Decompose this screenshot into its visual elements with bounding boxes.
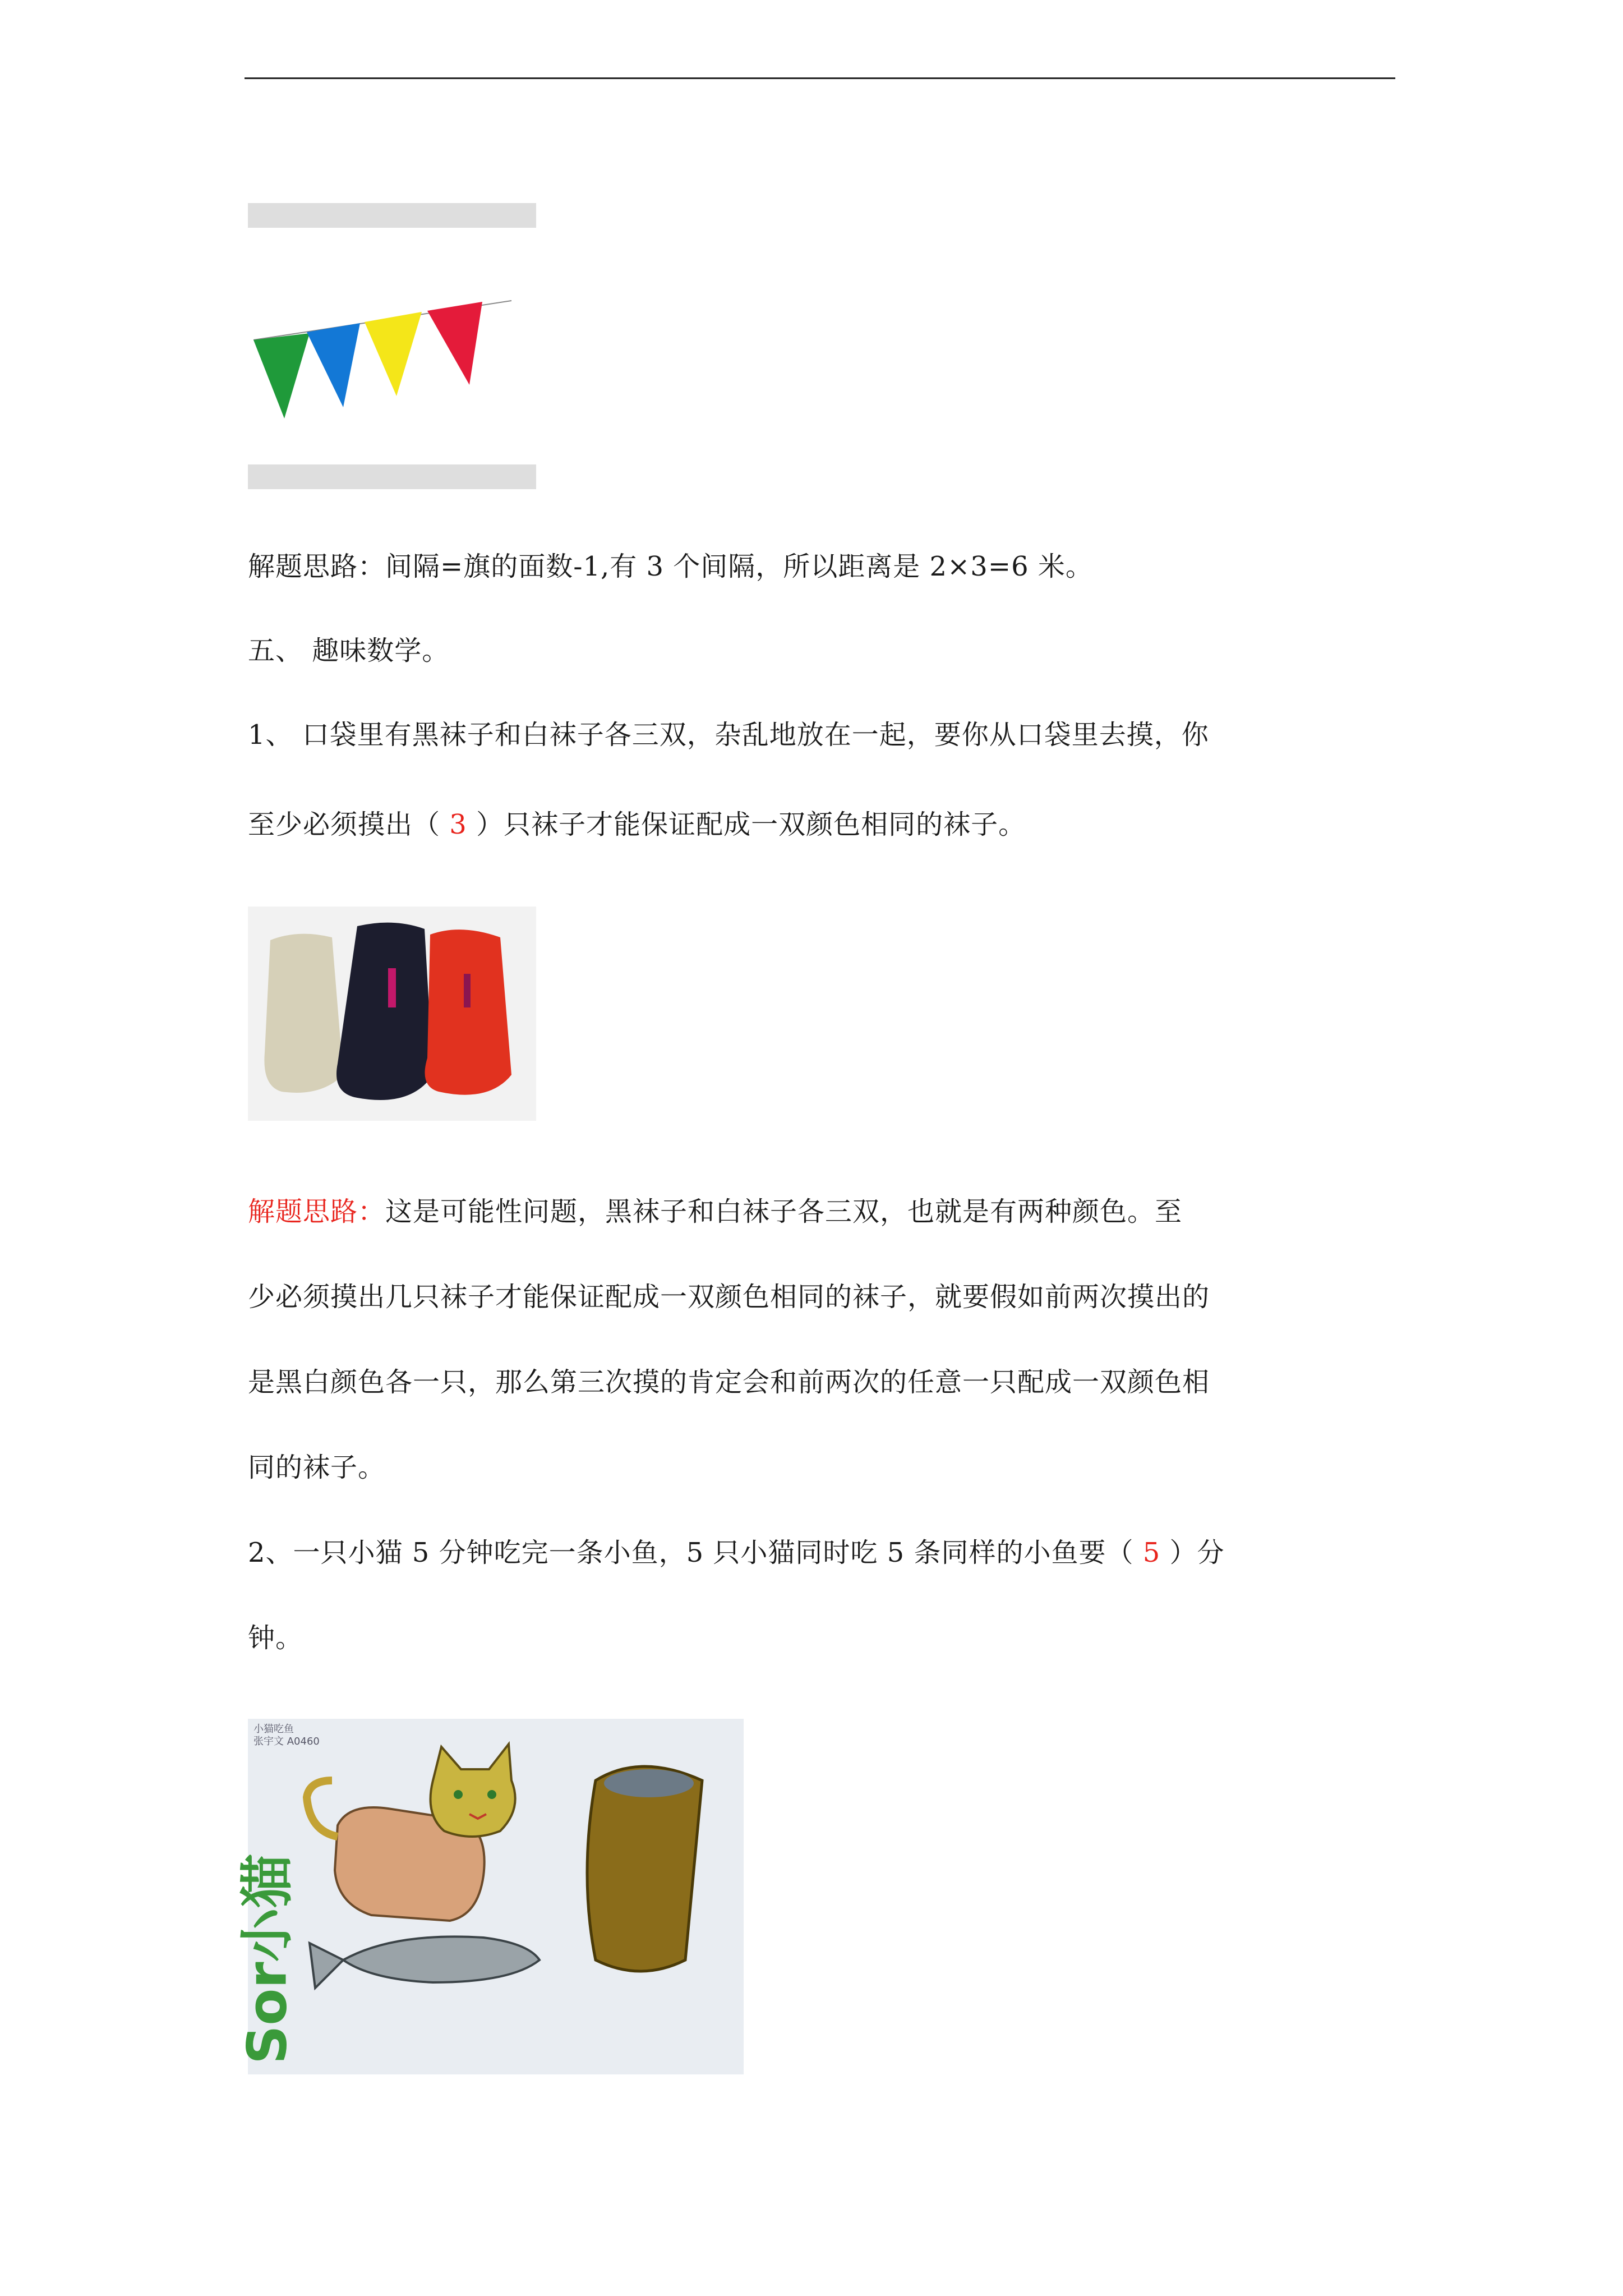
drawing-caption: 小猫吃鱼 张宇文 A0460 (253, 1723, 320, 1747)
question-1-line-1: 1、 口袋里有黑袜子和白袜子各三双，杂乱地放在一起，要你从口袋里去摸，你 (248, 719, 1209, 751)
question-1-line-2: 至少必须摸出（ 3 ）只袜子才能保证配成一双颜色相同的袜子。 (248, 809, 1026, 840)
header-rule (245, 77, 1395, 79)
question-2-answer: 5 (1142, 1537, 1161, 1568)
section-title: 五、 趣味数学。 (248, 635, 450, 666)
pennant-flags-image (248, 228, 536, 464)
beige-sock (264, 934, 343, 1093)
flag-image-bottom-bar (248, 464, 536, 489)
question-1-explanation-line-2: 少必须摸出几只袜子才能保证配成一双颜色相同的袜子，就要假如前两次摸出的 (248, 1281, 1210, 1313)
cat-eye-right (487, 1790, 496, 1799)
question-1-answer: 3 (449, 809, 467, 840)
question-2-line-1: 2、一只小猫 5 分钟吃完一条小鱼，5 只小猫同时吃 5 条同样的小鱼要（ 5 ）分 (248, 1537, 1225, 1568)
cat-head (431, 1744, 515, 1837)
socks-image (248, 907, 536, 1121)
flag-image-top-bar (248, 203, 536, 228)
fish-in-basket (604, 1769, 694, 1797)
question-2-line-2: 钟。 (248, 1622, 303, 1654)
drawing-side-text: Sor小猫 (236, 1854, 299, 2064)
cat-tail (307, 1780, 338, 1837)
question-1-explanation-line-4: 同的袜子。 (248, 1452, 386, 1483)
explanation-label: 解题思路： (248, 1196, 386, 1227)
cat-eye-left (454, 1790, 463, 1799)
question-1-explanation-line-1: 解题思路：这是可能性问题，黑袜子和白袜子各三双，也就是有两种颜色。至 (248, 1196, 1183, 1227)
fish (343, 1936, 540, 1982)
red-sock (425, 930, 512, 1095)
question-1-explanation-line-3: 是黑白颜色各一只，那么第三次摸的肯定会和前两次的任意一只配成一双颜色相 (248, 1366, 1210, 1398)
flags-explanation: 解题思路：间隔=旗的面数-1,有 3 个间隔，所以距离是 2×3=6 米。 (248, 551, 1093, 582)
cat-eating-fish-drawing (236, 1719, 744, 2074)
